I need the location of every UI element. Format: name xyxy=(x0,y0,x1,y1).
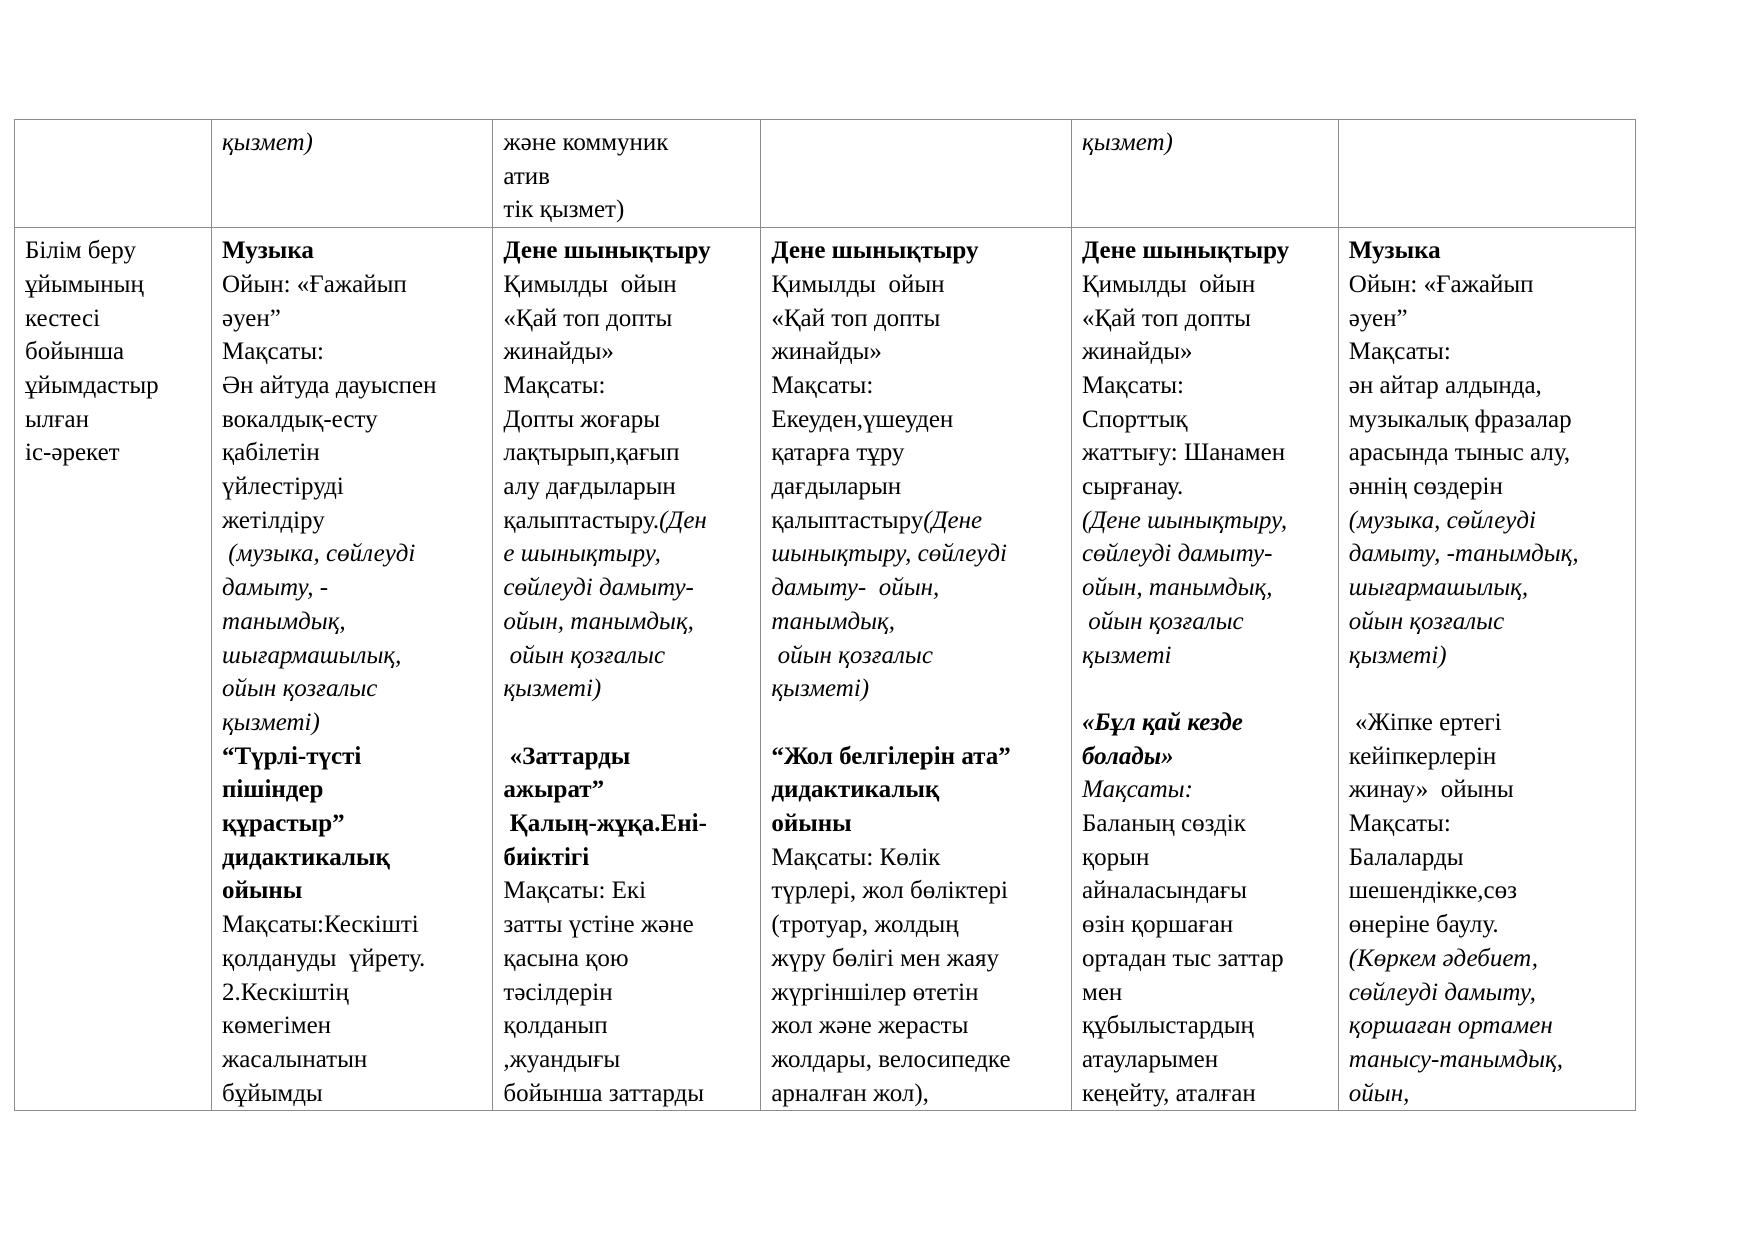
cell-line xyxy=(771,504,1067,538)
cell-line: түрлері, жол бөліктері xyxy=(771,877,1008,905)
cell-line: ұйымдастыр xyxy=(25,371,159,399)
cell-line: ,жуандығы xyxy=(503,1045,621,1073)
table-row-continuation xyxy=(15,120,1636,228)
cell-line: кеңейту, аталған xyxy=(1082,1079,1256,1107)
cell-line: дамыту, - xyxy=(221,574,329,602)
cell-line: е шынықтыру, xyxy=(503,540,661,568)
cell-line: “Түрлі-түсті xyxy=(221,742,362,770)
cell-line: ойын қозғалыс xyxy=(221,675,378,703)
cell-line: әннің сөздерін xyxy=(1348,473,1503,501)
cell-line: «Заттарды xyxy=(503,742,631,770)
cell-thursday xyxy=(1072,120,1339,228)
cell-line: ұйымының xyxy=(25,270,144,298)
cell-line: танымдық, xyxy=(771,607,895,635)
cell-line xyxy=(503,706,756,740)
cell-line: Қимылды ойын xyxy=(1082,270,1256,298)
cell-line: «Қай топ допты xyxy=(1082,304,1251,332)
cell-line: Спорттық xyxy=(1082,405,1188,433)
cell-line: шығармашылық, xyxy=(221,641,402,669)
cell-line: “Жол белгілерін ата” xyxy=(771,742,1011,770)
cell-line: жол және жерасты xyxy=(771,1012,969,1040)
cell-label xyxy=(15,228,212,1111)
cell-line: шешендікке,сөз xyxy=(1348,877,1518,905)
cell-line: Музыка xyxy=(1348,237,1441,265)
cell-line: Ойын: «Ғажайып xyxy=(1348,270,1534,298)
cell-line: жолдары, велосипедке xyxy=(771,1045,1011,1073)
cell-line xyxy=(1349,672,1631,706)
cell-line: атив xyxy=(503,162,550,190)
cell-line: іс-әрекет xyxy=(25,439,120,467)
cell-line: Мақсаты: xyxy=(1082,371,1184,399)
cell-friday xyxy=(1338,228,1635,1111)
cell-line: Мақсаты: xyxy=(1348,338,1451,366)
cell-line: Мақсаты: xyxy=(221,338,324,366)
cell-line: вокалдық-есту xyxy=(221,405,378,433)
cell-line: тәсілдерін xyxy=(503,978,613,1006)
cell-line: Екеуден,үшеуден xyxy=(771,405,954,433)
cell-line: ән айтар алдында, xyxy=(1348,371,1542,399)
cell-monday xyxy=(211,228,492,1111)
cell-line: (Көркем әдебиет, xyxy=(1348,944,1539,972)
cell-line: жаттығу: Шанамен xyxy=(1082,439,1286,467)
cell-line: лақтырып,қағып xyxy=(503,439,680,467)
cell-line: 2.Кескіштің xyxy=(221,978,349,1006)
cell-line: Мақсаты: Екі xyxy=(503,877,647,905)
cell-line: айналасындағы xyxy=(1082,877,1247,905)
cell-line: бойынша заттарды xyxy=(503,1079,705,1107)
cell-line: Дене шынықтыру xyxy=(503,237,711,265)
cell-line: жинау» ойыны xyxy=(1348,776,1514,804)
cell-tuesday xyxy=(493,228,761,1111)
cell-line: «Бұл қай кезде xyxy=(1082,708,1243,736)
cell-line: «Қай топ допты xyxy=(771,304,941,332)
cell-wednesday xyxy=(761,228,1072,1111)
cell-monday xyxy=(211,120,492,228)
cell-line: жинайды» xyxy=(1082,338,1193,366)
text-run: қалыптастыру xyxy=(771,506,924,534)
cell-line: қоршаған ортамен xyxy=(1348,1012,1553,1040)
cell-line: бойынша xyxy=(25,338,125,366)
cell-line: қызметі) xyxy=(771,675,870,703)
cell-line: қабілетін xyxy=(221,439,320,467)
cell-line: сырғанау. xyxy=(1082,473,1184,501)
cell-line: ажырат” xyxy=(503,776,605,804)
cell-line: Балаларды xyxy=(1348,843,1464,871)
cell-line: Мақсаты: xyxy=(1348,810,1451,838)
cell-line: қызметі) xyxy=(1348,641,1447,669)
cell-label xyxy=(15,120,212,228)
cell-line: жетілдіру xyxy=(221,506,325,534)
cell-wednesday xyxy=(761,120,1072,228)
cell-line: биіктігі xyxy=(503,843,590,871)
cell-line: құбылыстардың xyxy=(1082,1012,1254,1040)
cell-line xyxy=(503,504,756,538)
cell-line: (Дене шынықтыру, xyxy=(1082,506,1288,534)
cell-line: Қалың-жұқа.Ені- xyxy=(503,810,707,838)
cell-line: ойын қозғалыс xyxy=(503,641,666,669)
cell-line: арналған жол), xyxy=(771,1079,929,1107)
cell-line: затты үстіне және xyxy=(503,911,694,939)
cell-line: Ойын: «Ғажайып xyxy=(221,270,407,298)
text-run: (Ден xyxy=(659,506,707,534)
cell-line: қызметі xyxy=(1082,641,1172,669)
cell-line: Білім беру xyxy=(25,237,136,265)
cell-line: Баланың сөздік xyxy=(1082,810,1246,838)
cell-line: және коммуник xyxy=(503,129,669,156)
cell-line: өзін қоршаған xyxy=(1082,911,1234,939)
cell-line: арасында тыныс алу, xyxy=(1348,439,1571,467)
cell-line: Музыка xyxy=(221,237,314,265)
cell-line: ойын қозғалыс xyxy=(1348,607,1505,635)
cell-line: дидактикалық xyxy=(771,776,940,804)
cell-line: Мақсаты: xyxy=(1082,776,1193,804)
cell-line: қолданып xyxy=(503,1012,608,1040)
cell-line: өнеріне баулу. xyxy=(1348,911,1499,939)
cell-line: Мақсаты: xyxy=(771,371,874,399)
cell-line: дамыту- ойын, xyxy=(771,574,940,602)
cell-line: музыкалық фразалар xyxy=(1348,405,1572,433)
cell-line: бұйымды xyxy=(221,1079,323,1107)
cell-line: ойыны xyxy=(771,810,852,838)
cell-line: ортадан тыс заттар xyxy=(1082,944,1284,972)
cell-line: алу дағдыларын xyxy=(503,473,676,501)
cell-line: Дене шынықтыру xyxy=(771,237,979,265)
cell-line: «Қай топ допты xyxy=(503,304,673,332)
cell-line: сөйлеуді дамыту, xyxy=(1348,978,1536,1006)
cell-line: қызмет) xyxy=(221,129,313,156)
cell-line: (тротуар, жолдың xyxy=(771,911,959,939)
cell-line: ойын, xyxy=(1348,1079,1410,1107)
cell-line: ойын, танымдық, xyxy=(503,607,694,635)
cell-line: жинайды» xyxy=(503,338,614,366)
cell-line: қатарға тұру xyxy=(771,439,905,467)
cell-line: танымдық, xyxy=(221,607,346,635)
cell-line: атауларымен xyxy=(1082,1045,1219,1073)
cell-line: Мақсаты: xyxy=(503,371,606,399)
cell-tuesday xyxy=(493,120,761,228)
cell-line: шынықтыру, сөйлеуді xyxy=(771,540,1007,568)
cell-line: қызмет) xyxy=(1082,129,1173,156)
cell-line xyxy=(771,706,1067,740)
text-run: қалыптастыру. xyxy=(503,506,660,534)
cell-line: ылған xyxy=(25,405,90,433)
cell-line: ойын, танымдық, xyxy=(1082,574,1273,602)
cell-friday xyxy=(1338,120,1635,228)
cell-line: дамыту, -танымдық, xyxy=(1348,540,1579,568)
cell-line: кейіпкерлерін xyxy=(1348,742,1497,770)
cell-line: жүру бөлігі мен жаяу xyxy=(771,944,1000,972)
cell-thursday xyxy=(1072,228,1339,1111)
cell-line: қасына қою xyxy=(503,944,629,972)
cell-line: дағдыларын xyxy=(771,473,902,501)
cell-line: кестесі xyxy=(25,304,101,332)
cell-line: ойын қозғалыс xyxy=(1082,607,1244,635)
cell-line: жинайды» xyxy=(771,338,882,366)
text-run: (Дене xyxy=(923,506,983,534)
cell-line: (музыка, сөйлеуді xyxy=(1348,506,1536,534)
table-row-activities xyxy=(15,228,1636,1111)
cell-line: әуен” xyxy=(1348,304,1408,332)
cell-line: Қимылды ойын xyxy=(503,270,677,298)
cell-line: Мақсаты:Кескішті xyxy=(221,911,419,939)
plan-table xyxy=(14,119,1636,1111)
cell-line: тік қызмет) xyxy=(503,196,625,224)
cell-line: жасалынатын xyxy=(221,1045,368,1073)
cell-line xyxy=(1082,672,1334,706)
cell-line: үйлестіруді xyxy=(221,473,344,501)
cell-line: құрастыр” xyxy=(221,810,345,838)
cell-line: пішіндер xyxy=(221,776,324,804)
cell-line: жүргіншілер өтетін xyxy=(771,978,979,1006)
cell-line: қызметі) xyxy=(221,708,320,736)
cell-line: шығармашылық, xyxy=(1348,574,1529,602)
cell-line: көмегімен xyxy=(221,1012,332,1040)
cell-line: ойыны xyxy=(221,877,303,905)
cell-line: сөйлеуді дамыту- xyxy=(503,574,694,602)
cell-line: (музыка, сөйлеуді xyxy=(221,540,416,568)
cell-line: Қимылды ойын xyxy=(771,270,945,298)
cell-line: танысу-танымдық, xyxy=(1348,1045,1563,1073)
cell-line: қорын xyxy=(1082,843,1150,871)
cell-line: дидактикалық xyxy=(221,843,390,871)
cell-line: Мақсаты: Көлік xyxy=(771,843,941,871)
cell-line: ойын қозғалыс xyxy=(771,641,933,669)
cell-line: әуен” xyxy=(221,304,281,332)
cell-line: «Жіпке ертегі xyxy=(1348,708,1502,736)
cell-line: қолдануды үйрету. xyxy=(221,944,426,972)
cell-line: болады» xyxy=(1082,742,1174,770)
cell-line: қызметі) xyxy=(503,675,602,703)
cell-line: Допты жоғары xyxy=(503,405,661,433)
cell-line: сөйлеуді дамыту- xyxy=(1082,540,1273,568)
cell-line: Дене шынықтыру xyxy=(1082,237,1290,265)
cell-line: Ән айтуда дауыспен xyxy=(221,371,437,399)
cell-line: мен xyxy=(1082,978,1123,1006)
